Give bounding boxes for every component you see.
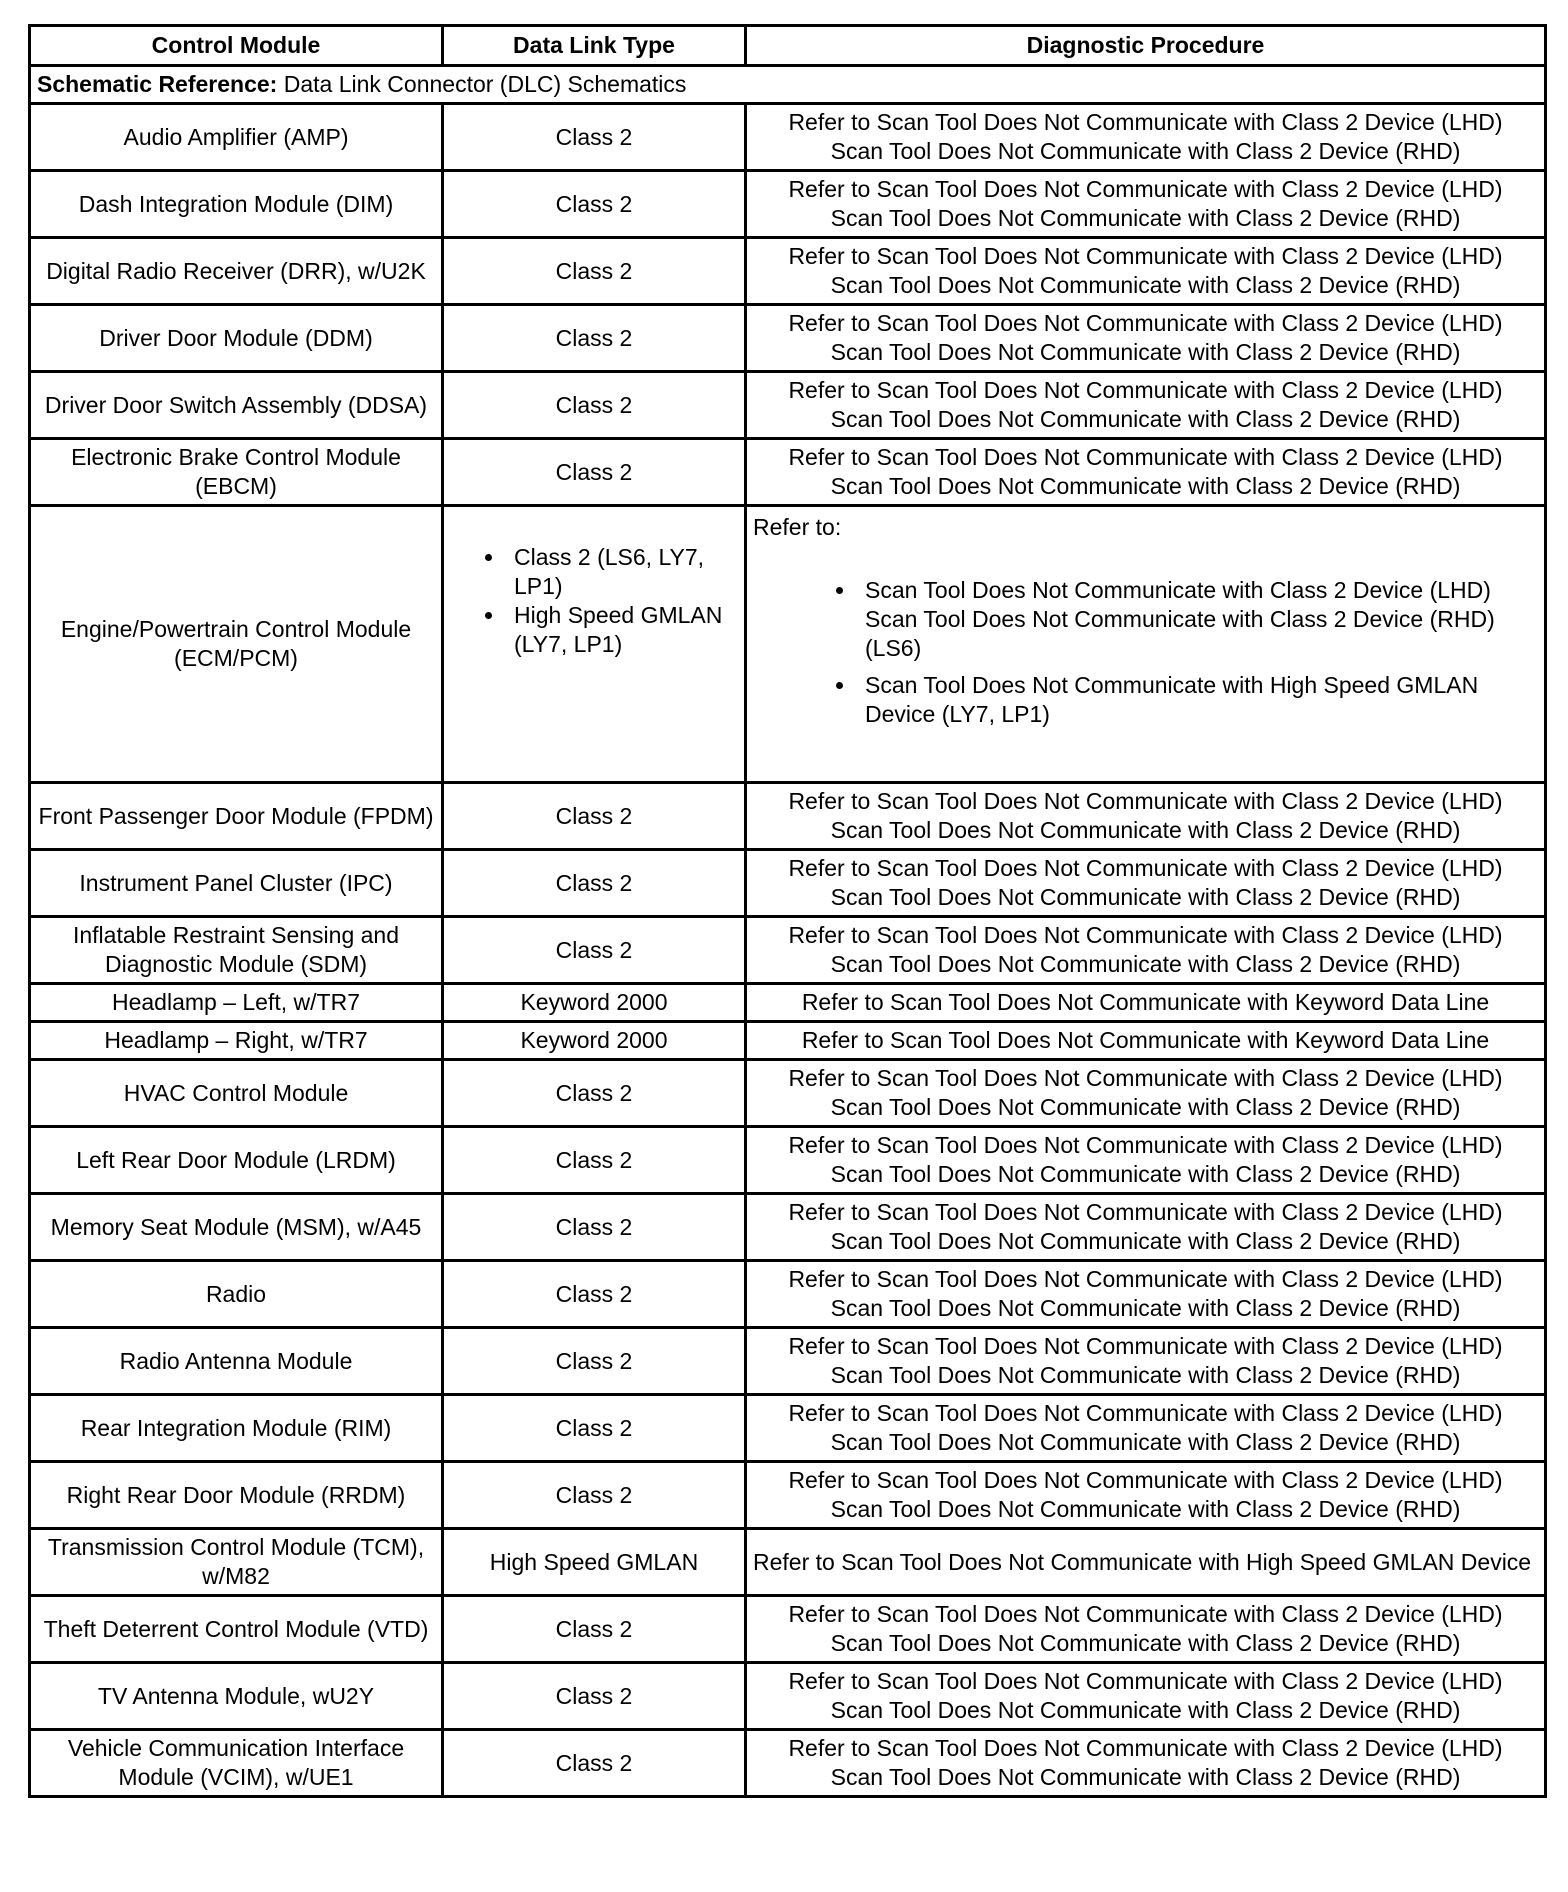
- module-table: [28, 24, 1547, 1798]
- procedure-cell: [746, 1529, 1546, 1596]
- link-type: Class 2: [443, 1127, 746, 1194]
- procedure-link[interactable]: Scan Tool Does Not Communicate with Class 2 Device (RHD): [830, 1630, 1461, 1656]
- table-row: [30, 1261, 1546, 1328]
- procedure-cell: [746, 917, 1546, 984]
- table-row: [30, 439, 1546, 506]
- module-name: Headlamp – Right, w/TR7: [30, 1022, 443, 1060]
- procedure-cell: [746, 1596, 1546, 1663]
- schematic-reference: [30, 66, 1546, 104]
- module-name: Left Rear Door Module (LRDM): [30, 1127, 443, 1194]
- table-row: [30, 1328, 1546, 1395]
- table-row: [30, 984, 1546, 1022]
- procedure-cell: [746, 1261, 1546, 1328]
- module-name: Headlamp – Left, w/TR7: [30, 984, 443, 1022]
- procedure-link[interactable]: Refer to Scan Tool Does Not Communicate with Keyword Data Line: [801, 989, 1490, 1015]
- procedure-cell: [746, 1328, 1546, 1395]
- link-type: Class 2: [443, 104, 746, 171]
- module-name: Memory Seat Module (MSM), w/A45: [30, 1194, 443, 1261]
- procedure-cell: [746, 439, 1546, 506]
- procedure-link[interactable]: Refer to Scan Tool Does Not Communicate with High Speed GMLAN Device: [753, 1548, 1532, 1575]
- table-row: [30, 1663, 1546, 1730]
- procedure-link[interactable]: Scan Tool Does Not Communicate with Class 2 Device (RHD): [830, 272, 1461, 298]
- procedure-cell: [746, 238, 1546, 305]
- procedure-link[interactable]: Refer to Scan Tool Does Not Communicate with Class 2 Device (LHD): [788, 1668, 1503, 1694]
- procedure-link[interactable]: Scan Tool Does Not Communicate with Class 2 Device (RHD): [830, 1362, 1461, 1388]
- link-type: Class 2: [443, 1730, 746, 1797]
- link-type: Class 2: [443, 850, 746, 917]
- header-control-module: Control Module: [30, 26, 443, 66]
- module-name: Instrument Panel Cluster (IPC): [30, 850, 443, 917]
- procedure-cell: [746, 171, 1546, 238]
- link-type: Class 2: [443, 1663, 746, 1730]
- link-type-item: • High Speed GMLAN (LY7, LP1): [506, 601, 738, 659]
- module-name: Driver Door Module (DDM): [30, 305, 443, 372]
- procedure-link[interactable]: Scan Tool Does Not Communicate with Class 2 Device (RHD): [830, 1094, 1461, 1120]
- module-name: Right Rear Door Module (RRDM): [30, 1462, 443, 1529]
- procedure-link[interactable]: Refer to Scan Tool Does Not Communicate with Keyword Data Line: [801, 1027, 1490, 1053]
- table-row: [30, 372, 1546, 439]
- link-type: Class 2: [443, 1328, 746, 1395]
- link-type: Class 2: [443, 1395, 746, 1462]
- table-row: [30, 1462, 1546, 1529]
- procedure-link[interactable]: Refer to Scan Tool Does Not Communicate with Class 2 Device (LHD): [788, 176, 1503, 202]
- procedure-link[interactable]: Refer to Scan Tool Does Not Communicate with Class 2 Device (LHD): [788, 1132, 1503, 1158]
- procedure-link[interactable]: Scan Tool Does Not Communicate with Class 2 Device (RHD): [830, 1295, 1461, 1321]
- table-row: [30, 917, 1546, 984]
- procedure-link[interactable]: Scan Tool Does Not Communicate with Class 2 Device (RHD): [830, 473, 1461, 499]
- table-row: [30, 1596, 1546, 1663]
- procedure-link[interactable]: Refer to Scan Tool Does Not Communicate with Class 2 Device (LHD): [788, 243, 1503, 269]
- module-name: HVAC Control Module: [30, 1060, 443, 1127]
- link-type: Keyword 2000: [443, 984, 746, 1022]
- module-name: Radio Antenna Module: [30, 1328, 443, 1395]
- link-type: Keyword 2000: [443, 1022, 746, 1060]
- module-name: Electronic Brake Control Module (EBCM): [30, 439, 443, 506]
- procedure-link[interactable]: Refer to Scan Tool Does Not Communicate with Class 2 Device (LHD): [788, 1467, 1503, 1493]
- procedure-link[interactable]: Refer to Scan Tool Does Not Communicate with Class 2 Device (LHD): [788, 310, 1503, 336]
- procedure-cell: [746, 1462, 1546, 1529]
- table-row: [30, 1730, 1546, 1797]
- procedure-link[interactable]: • Scan Tool Does Not Communicate with High Speed GMLAN Device (LY7, LP1): [857, 671, 1538, 729]
- module-name: Engine/Powertrain Control Module (ECM/PCM): [30, 506, 443, 783]
- table-row: [30, 1022, 1546, 1060]
- procedure-link[interactable]: Scan Tool Does Not Communicate with Class 2 Device (RHD): [830, 1697, 1461, 1723]
- link-type: Class 2: [443, 1462, 746, 1529]
- link-type-item: • Class 2 (LS6, LY7, LP1): [506, 543, 738, 601]
- header-data-link-type: Data Link Type: [443, 26, 746, 66]
- procedure-cell: [746, 372, 1546, 439]
- schematic-reference-link[interactable]: Data Link Connector (DLC) Schematics: [277, 71, 687, 97]
- table-row: [30, 1194, 1546, 1261]
- module-name: Dash Integration Module (DIM): [30, 171, 443, 238]
- module-name: Audio Amplifier (AMP): [30, 104, 443, 171]
- link-type: Class 2: [443, 1261, 746, 1328]
- procedure-link[interactable]: Scan Tool Does Not Communicate with Class 2 Device (RHD): [830, 406, 1461, 432]
- procedure-link[interactable]: Scan Tool Does Not Communicate with Class 2 Device (RHD): [830, 205, 1461, 231]
- procedure-cell: [746, 984, 1546, 1022]
- procedure-link[interactable]: Refer to Scan Tool Does Not Communicate with Class 2 Device (LHD): [788, 109, 1503, 135]
- header-diagnostic-procedure: Diagnostic Procedure: [746, 26, 1546, 66]
- procedure-cell: [746, 783, 1546, 850]
- header-row: [30, 26, 1546, 66]
- module-name: Inflatable Restraint Sensing and Diagnostic Module (SDM): [30, 917, 443, 984]
- procedure-cell: [746, 1194, 1546, 1261]
- link-type: Class 2: [443, 171, 746, 238]
- table-row: [30, 238, 1546, 305]
- procedure-link[interactable]: Scan Tool Does Not Communicate with Class 2 Device (RHD): [830, 1764, 1461, 1790]
- procedure-link[interactable]: Refer to Scan Tool Does Not Communicate with Class 2 Device (LHD): [788, 855, 1503, 881]
- procedure-link[interactable]: Refer to Scan Tool Does Not Communicate with Class 2 Device (LHD): [788, 788, 1503, 814]
- module-name: Theft Deterrent Control Module (VTD): [30, 1596, 443, 1663]
- module-name: Rear Integration Module (RIM): [30, 1395, 443, 1462]
- table-row: [30, 1127, 1546, 1194]
- procedure-link[interactable]: Scan Tool Does Not Communicate with Class 2 Device (RHD): [830, 138, 1461, 164]
- table-row: [30, 850, 1546, 917]
- table-row: [30, 783, 1546, 850]
- procedure-cell: [746, 1022, 1546, 1060]
- link-type: Class 2: [443, 783, 746, 850]
- procedure-cell: [746, 1127, 1546, 1194]
- procedure-cell: [746, 1663, 1546, 1730]
- module-name: Driver Door Switch Assembly (DDSA): [30, 372, 443, 439]
- procedure-link[interactable]: Refer to Scan Tool Does Not Communicate with Class 2 Device (LHD): [788, 1065, 1503, 1091]
- procedure-intro: Refer to:: [753, 514, 842, 540]
- procedure-link[interactable]: Refer to Scan Tool Does Not Communicate with Class 2 Device (LHD): [788, 1735, 1503, 1761]
- procedure-link[interactable]: Refer to Scan Tool Does Not Communicate with Class 2 Device (LHD): [788, 1601, 1503, 1627]
- procedure-link[interactable]: Refer to Scan Tool Does Not Communicate with Class 2 Device (LHD): [788, 1333, 1503, 1359]
- procedure-link[interactable]: Refer to Scan Tool Does Not Communicate with Class 2 Device (LHD): [788, 377, 1503, 403]
- module-name: Vehicle Communication Interface Module (VCIM), w/UE1: [30, 1730, 443, 1797]
- procedure-cell: [746, 104, 1546, 171]
- procedure-link[interactable]: Scan Tool Does Not Communicate with Class 2 Device (RHD): [830, 1496, 1461, 1522]
- procedure-cell: [746, 1395, 1546, 1462]
- link-type: Class 2: [443, 439, 746, 506]
- module-name: TV Antenna Module, wU2Y: [30, 1663, 443, 1730]
- table-row-ecm: [30, 506, 1546, 783]
- link-type: Class 2: [443, 238, 746, 305]
- module-name: Front Passenger Door Module (FPDM): [30, 783, 443, 850]
- table-row: [30, 1529, 1546, 1596]
- table-row: [30, 305, 1546, 372]
- procedure-link[interactable]: Scan Tool Does Not Communicate with Class 2 Device (RHD): [830, 884, 1461, 910]
- procedure-link[interactable]: Refer to Scan Tool Does Not Communicate with Class 2 Device (LHD): [788, 1199, 1503, 1225]
- link-type: High Speed GMLAN: [443, 1529, 746, 1596]
- schematic-reference-label: Schematic Reference:: [37, 71, 278, 97]
- procedure-cell: [746, 1060, 1546, 1127]
- link-type: Class 2: [443, 1596, 746, 1663]
- procedure-link[interactable]: Refer to Scan Tool Does Not Communicate with Class 2 Device (LHD): [788, 1400, 1503, 1426]
- link-type: Class 2: [443, 1194, 746, 1261]
- procedure-cell: [746, 305, 1546, 372]
- module-name: Radio: [30, 1261, 443, 1328]
- procedure-link[interactable]: Scan Tool Does Not Communicate with Class 2 Device (RHD): [830, 1161, 1461, 1187]
- table-row: [30, 1060, 1546, 1127]
- schematic-reference-row: [30, 66, 1546, 104]
- procedure-link[interactable]: Refer to Scan Tool Does Not Communicate with Class 2 Device (LHD): [788, 922, 1503, 948]
- table-row: [30, 1395, 1546, 1462]
- procedure-link[interactable]: • Scan Tool Does Not Communicate with Class 2 Device (LHD) Scan Tool Does Not Communicate with Class 2 Device (RHD) (LS6): [857, 576, 1538, 663]
- procedure-cell: [746, 850, 1546, 917]
- table-row: [30, 171, 1546, 238]
- link-type: Class 2: [443, 1060, 746, 1127]
- module-name: Digital Radio Receiver (DRR), w/U2K: [30, 238, 443, 305]
- link-type-cell: [443, 506, 746, 783]
- link-type: Class 2: [443, 372, 746, 439]
- procedure-link[interactable]: Scan Tool Does Not Communicate with Class 2 Device (RHD): [830, 339, 1461, 365]
- procedure-link[interactable]: Scan Tool Does Not Communicate with Class 2 Device (RHD): [830, 1228, 1461, 1254]
- procedure-link[interactable]: Scan Tool Does Not Communicate with Class 2 Device (RHD): [830, 817, 1461, 843]
- procedure-cell: [746, 1730, 1546, 1797]
- procedure-link[interactable]: Scan Tool Does Not Communicate with Class 2 Device (RHD): [830, 1429, 1461, 1455]
- link-type: Class 2: [443, 305, 746, 372]
- procedure-link[interactable]: Refer to Scan Tool Does Not Communicate with Class 2 Device (LHD): [788, 1266, 1503, 1292]
- procedure-cell: [746, 506, 1546, 783]
- module-name: Transmission Control Module (TCM), w/M82: [30, 1529, 443, 1596]
- procedure-link[interactable]: Scan Tool Does Not Communicate with Class 2 Device (RHD): [830, 951, 1461, 977]
- link-type: Class 2: [443, 917, 746, 984]
- procedure-link[interactable]: Refer to Scan Tool Does Not Communicate with Class 2 Device (LHD): [788, 444, 1503, 470]
- table-row: [30, 104, 1546, 171]
